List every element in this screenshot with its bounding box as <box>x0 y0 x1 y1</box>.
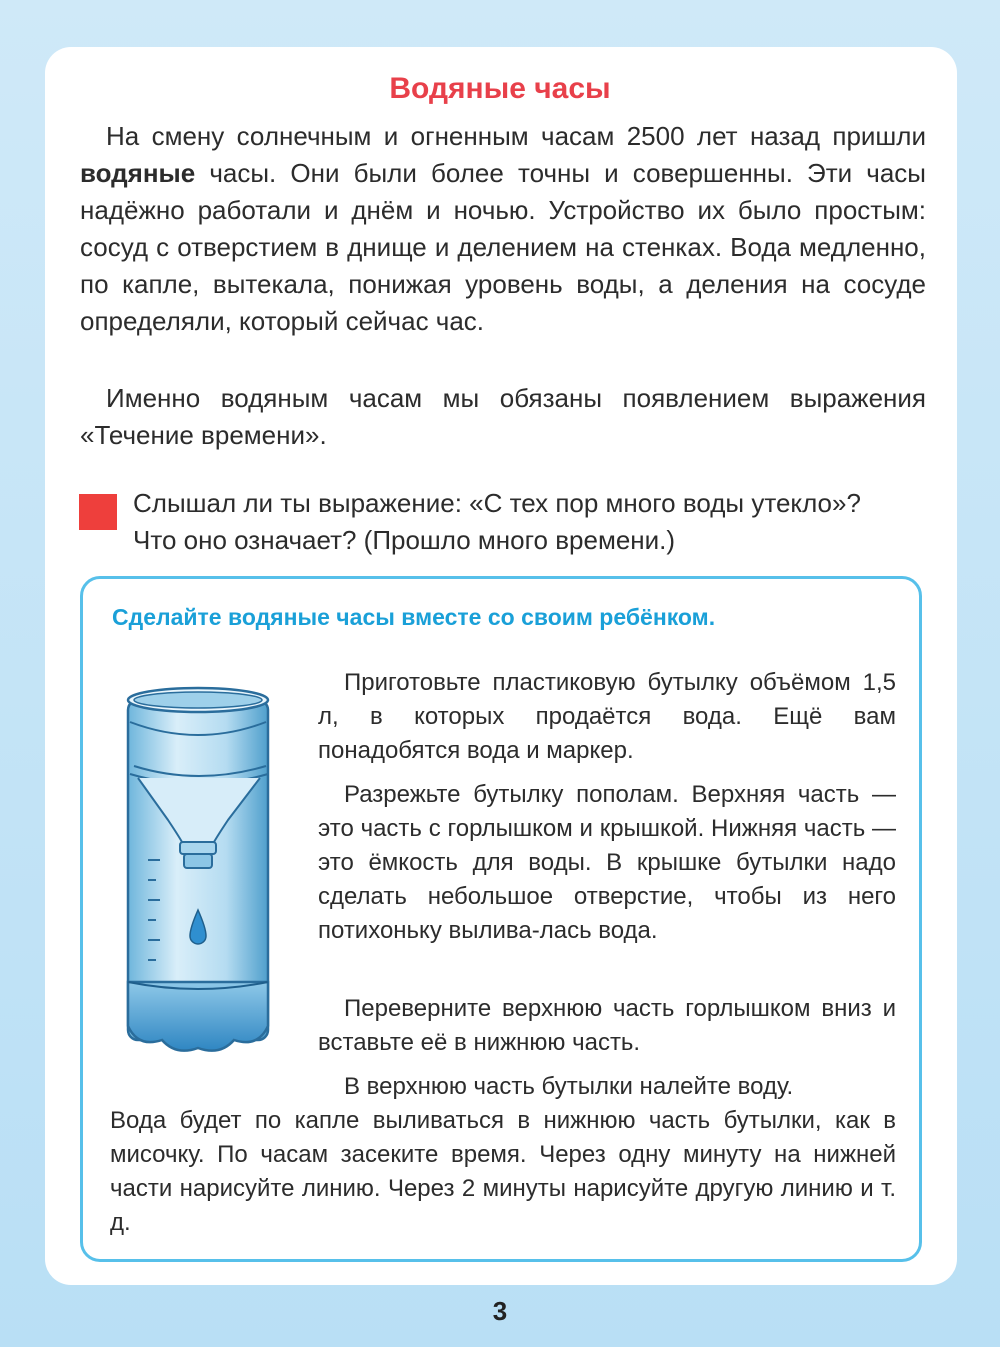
question-line-1: Слышал ли ты выражение: «С тех пор много воды утекло»? <box>133 488 861 518</box>
intro-paragraph-1 <box>80 118 926 340</box>
question-line-2: Что оно означает? (Прошло много времени.) <box>133 525 676 555</box>
intro-text-end: часы. Они были более точны и совершенны. Эти часы надёжно работали и днём и ночью. Устройство их было простым: сосуд с отверстием в днище и делением на стенках. Вода медленно, по капле, вытекала, понижая уровень воды, а деления на сосуде определяли, который сейчас час. <box>80 158 926 336</box>
intro-paragraph-2: Именно водяным часам мы обязаны появлением выражения «Течение времени». <box>80 383 926 450</box>
question-marker-icon <box>79 494 117 530</box>
activity-step-2: Разрежьте бутылку пополам. Верхняя часть — это часть с горлышком и крышкой. Нижняя часть — это ёмкость для воды. В крышке бутылки надо сделать небольшое отверстие, чтобы из него потихоньку вылива-лась вода. <box>318 781 896 944</box>
intro-text-start: На смену солнечным и огненным часам 2500 лет назад пришли <box>106 121 926 151</box>
activity-step-4-start: В верхнюю часть бутылки налейте воду. <box>344 1073 794 1100</box>
question-text <box>133 485 933 559</box>
page-number: 3 <box>492 1296 508 1326</box>
activity-step-1: Приготовьте пластиковую бутылку объёмом 1,5 л, в которых продаётся вода. Ещё вам понадобятся вода и маркер. <box>318 669 896 764</box>
activity-step-3: Переверните верхнюю часть горлышком вниз и вставьте её в нижнюю часть. <box>318 995 896 1056</box>
activity-heading: Сделайте водяные часы вместе со своим ребёнком. <box>112 604 716 630</box>
page-title: Водяные часы <box>389 72 611 105</box>
intro-bold-word: водяные <box>80 158 196 188</box>
water-bottle-illustration-icon <box>108 670 288 1070</box>
activity-step-4-rest: Вода будет по капле выливаться в нижнюю часть бутылки, как в мисочку. По часам засеките время. Через одну минуту на нижней части нарисуйте линию. Через 2 минуты нарисуйте другую линию и т. д. <box>110 1107 896 1236</box>
